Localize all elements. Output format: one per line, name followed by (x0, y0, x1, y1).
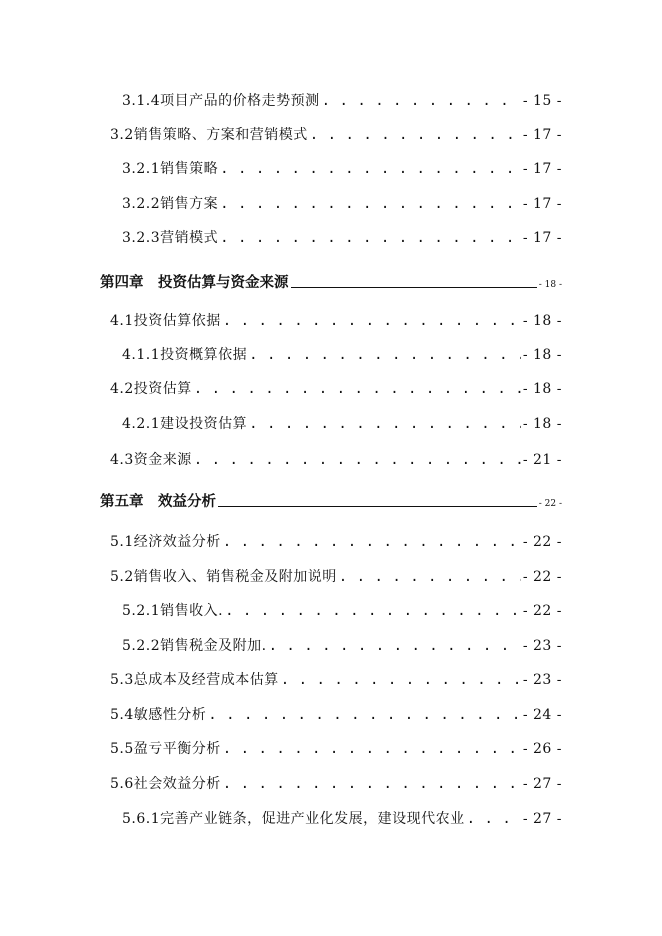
toc-entry-page: - 17 - (522, 196, 562, 212)
dot-leader (223, 313, 521, 329)
toc-entry-3-2-3[interactable] (122, 227, 562, 247)
toc-entry-5-6[interactable] (110, 773, 562, 793)
toc-entry-page: - 21 - (522, 452, 562, 468)
toc-entry-3-2-2[interactable] (122, 193, 562, 213)
toc-entry-3-2-1[interactable] (122, 158, 562, 178)
toc-entry-page: - 17 - (522, 161, 562, 177)
dot-leader (249, 416, 521, 432)
toc-entry-4-1[interactable] (110, 310, 562, 330)
toc-entry-4-3[interactable] (110, 449, 562, 469)
toc-entry-label: 5.2销售收入、销售税金及附加说明 (110, 569, 337, 585)
dot-leader (225, 603, 521, 619)
toc-entry-label: 5.6.1完善产业链条，促进产业化发展，建设现代农业 (122, 811, 465, 827)
dot-leader (281, 672, 521, 688)
chapter-leader-line (291, 286, 537, 288)
toc-entry-label: 3.2销售策略、方案和营销模式 (110, 127, 308, 143)
toc-entry-5-2[interactable] (110, 566, 562, 586)
toc-entry-label: 4.1.1投资概算依据 (122, 347, 248, 363)
dot-leader (220, 161, 521, 177)
dot-leader (269, 638, 521, 654)
dot-leader (310, 127, 521, 143)
toc-entry-5-4[interactable] (110, 704, 562, 724)
toc-entry-page: - 23 - (522, 638, 562, 654)
toc-entry-page: - 22 - (522, 569, 562, 585)
toc-entry-page: - 23 - (522, 672, 562, 688)
toc-entry-label: 3.2.1销售策略 (122, 161, 219, 177)
toc-chapter-label: 第四章 投资估算与资金来源 (100, 274, 289, 291)
toc-entry-4-2-1[interactable] (122, 413, 562, 433)
toc-entry-page: - 17 - (522, 127, 562, 143)
toc-entry-4-1-1[interactable] (122, 344, 562, 364)
dot-leader (194, 381, 521, 397)
toc-entry-page: - 15 - (522, 93, 562, 109)
toc-entry-label: 4.1投资估算依据 (110, 313, 221, 329)
toc-entry-label: 4.2.1建设投资估算 (122, 416, 248, 432)
dot-leader (223, 741, 521, 757)
toc-entry-page: - 27 - (522, 776, 562, 792)
dot-leader (220, 230, 521, 246)
toc-entry-page: - 18 - (522, 416, 562, 432)
toc-entry-page: - 18 - (522, 347, 562, 363)
toc-entry-4-2[interactable] (110, 378, 562, 398)
dot-leader (194, 452, 521, 468)
toc-entry-label: 4.3资金来源 (110, 452, 192, 468)
toc-entry-label: 3.1.4项目产品的价格走势预测 (122, 93, 320, 109)
toc-entry-5-6-1[interactable] (122, 808, 562, 828)
toc-entry-label: 5.1经济效益分析 (110, 534, 221, 550)
toc-entry-label: 3.2.2销售方案 (122, 196, 219, 212)
chapter-leader-line (218, 505, 537, 507)
dot-leader (223, 534, 521, 550)
toc-entry-page: - 22 - (522, 603, 562, 619)
toc-chapter-page: - 18 - (538, 280, 562, 290)
toc-chapter-label: 第五章 效益分析 (100, 493, 216, 510)
toc-entry-page: - 18 - (522, 313, 562, 329)
toc-entry-label: 3.2.3营销模式 (122, 230, 219, 246)
toc-entry-page: - 24 - (522, 707, 562, 723)
toc-chapter-4[interactable] (100, 271, 562, 292)
toc-entry-label: 5.4敏感性分析 (110, 707, 207, 723)
dot-leader (208, 707, 521, 723)
toc-entry-5-2-1[interactable] (122, 600, 562, 620)
toc-entry-label: 5.2.1销售收入. (122, 603, 224, 619)
dot-leader (223, 776, 521, 792)
toc-entry-5-1[interactable] (110, 531, 562, 551)
toc-entry-label: 5.6社会效益分析 (110, 776, 221, 792)
dot-leader (467, 811, 521, 827)
toc-entry-page: - 26 - (522, 741, 562, 757)
toc-entry-label: 5.3总成本及经营成本估算 (110, 672, 279, 688)
toc-entry-page: - 27 - (522, 811, 562, 827)
dot-leader (339, 569, 521, 585)
toc-entry-page: - 22 - (522, 534, 562, 550)
dot-leader (220, 196, 521, 212)
toc-chapter-page: - 22 - (538, 499, 562, 509)
toc-entry-label: 5.5盈亏平衡分析 (110, 741, 221, 757)
toc-entry-page: - 17 - (522, 230, 562, 246)
toc-chapter-5[interactable] (100, 490, 562, 511)
dot-leader (322, 93, 521, 109)
toc-entry-5-5[interactable] (110, 738, 562, 758)
toc-entry-3-1-4[interactable] (122, 90, 562, 110)
toc-entry-5-2-2[interactable] (122, 635, 562, 655)
toc-entry-label: 5.2.2销售税金及附加. (122, 638, 267, 654)
toc-entry-3-2[interactable] (110, 124, 562, 144)
toc-entry-page: - 18 - (522, 381, 562, 397)
toc-entry-5-3[interactable] (110, 669, 562, 689)
toc-entry-label: 4.2投资估算 (110, 381, 192, 397)
dot-leader (249, 347, 521, 363)
